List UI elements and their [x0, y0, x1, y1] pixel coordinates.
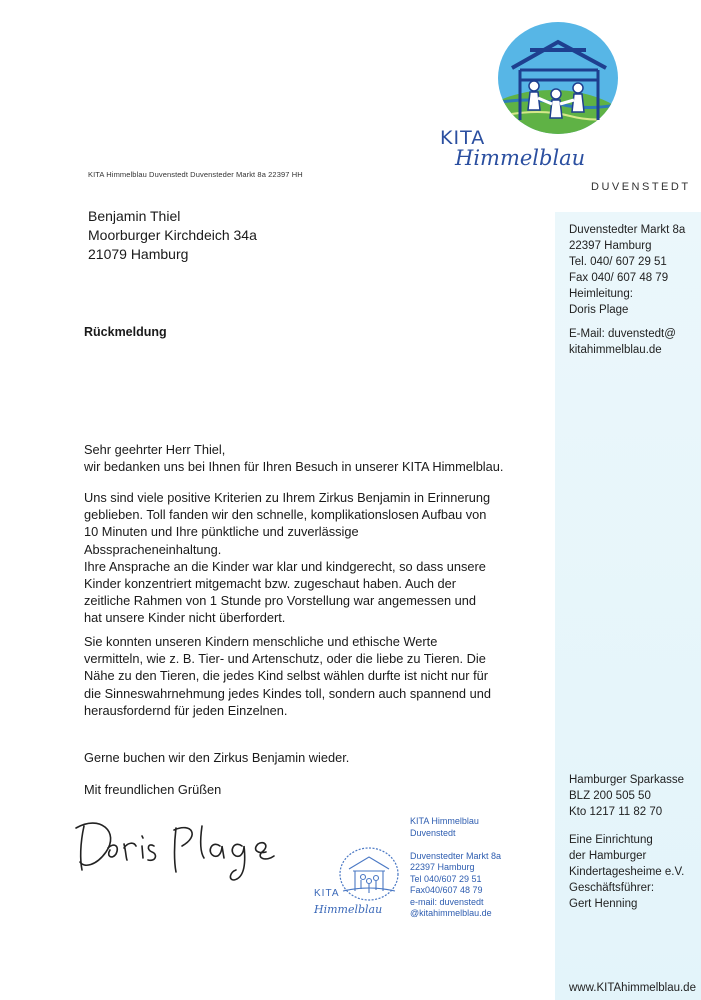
body-line: Absspracheneinhaltung. — [84, 541, 222, 557]
handwritten-signature-icon — [70, 808, 280, 888]
sidebar-email — [569, 326, 676, 358]
body-line: Uns sind viele positive Kriterien zu Ihrem Zirkus Benjamin in Erinnerung — [84, 490, 491, 505]
stamp-line: Duvenstedt — [410, 827, 456, 838]
stamp-line: Tel 040/607 29 51 — [410, 873, 482, 884]
closing-line: Gerne buchen wir den Zirkus Benjamin wieder. — [84, 750, 350, 765]
sidebar-org-line: Eine Einrichtung — [569, 834, 653, 846]
stamp-line: Duvenstedter Markt 8a — [410, 850, 502, 861]
logo-kita-text: KITA — [440, 127, 486, 149]
stamp-line: Fax040/607 48 79 — [410, 885, 483, 895]
stamp-himmelblau-text: Himmelblau — [314, 903, 383, 916]
recipient-street: Moorburger Kirchdeich 34a — [88, 227, 257, 243]
body-line: zeitliche Rahmen von 1 Stunde pro Vorstellung war angemessen und — [84, 593, 476, 609]
letter-intro — [84, 441, 554, 475]
recipient-name: Benjamin Thiel — [88, 208, 181, 224]
sidebar-bank-line: Hamburger Sparkasse — [569, 774, 685, 786]
body-line: herausfordernd für jeden Einzelnen. — [84, 702, 288, 718]
body-line: wir bedanken uns bei Ihnen für Ihren Besuch in unserer KITA Himmelblau. — [84, 459, 504, 475]
body-line: Sie konnten unseren Kindern menschliche und ethische Werte — [84, 634, 438, 649]
paragraph-1 — [84, 489, 554, 627]
stamp-line: 22397 Hamburg — [410, 862, 475, 872]
sidebar-contact-line: Heimleitung: — [569, 288, 633, 300]
sidebar-contact-line: Doris Plage — [569, 304, 629, 316]
body-line: Nähe zu den Tieren, die jedes Kind selbst wählen durfte ist nicht nur für — [84, 668, 489, 684]
letter-subject: Rückmeldung — [84, 325, 167, 339]
stamp-kita-text: KITA — [314, 888, 340, 899]
regards: Mit freundlichen Grüßen — [84, 782, 222, 797]
sidebar-website: www.KITAhimmelblau.de — [569, 982, 696, 994]
sidebar-bank-line: Kto 1217 11 82 70 — [569, 806, 663, 818]
sidebar-org-line: der Hamburger — [569, 850, 647, 862]
stamp-line — [410, 839, 501, 851]
logo-location: DUVENSTEDT — [591, 181, 691, 193]
sidebar-org-line: Kindertagesheime e.V. — [569, 866, 685, 878]
body-line: die Sinneswahrnehmung jedes Kindes toll, sondern auch spannend und — [84, 685, 491, 701]
sidebar-email-line: kitahimmelblau.de — [569, 344, 662, 356]
sidebar-bank-line: BLZ 200 505 50 — [569, 790, 651, 802]
sidebar-contact-line: 22397 Hamburg — [569, 240, 652, 252]
stamp-line: e-mail: duvenstedt — [410, 896, 484, 907]
paragraph-2 — [84, 633, 554, 719]
sidebar-email-line: E-Mail: duvenstedt@ — [569, 328, 676, 340]
body-line: Kinder konzentriert mitgemacht bzw. zugeschaut haben. Auch der — [84, 575, 457, 591]
stamp-line: KITA Himmelblau — [410, 816, 479, 826]
body-line: geblieben. Toll fanden wir den schnelle, komplikationslosen Aufbau von — [84, 507, 487, 523]
kita-logo-icon — [490, 20, 630, 140]
body-line: vermitteln, wie z. B. Tier- und Artenschutz, oder die liebe zu Tieren. Die — [84, 651, 486, 667]
stamp-logo-icon — [337, 845, 401, 903]
sidebar-contact-line: Fax 040/ 607 48 79 — [569, 272, 669, 284]
sidebar-org-line: Geschäftsführer: — [569, 882, 655, 894]
sidebar-contact — [569, 222, 685, 318]
body-line: hat unsere Kinder nicht überfordert. — [84, 610, 286, 626]
stamp-line: @kitahimmelblau.de — [410, 908, 492, 918]
sidebar-contact-line: Duvenstedter Markt 8a — [569, 224, 686, 236]
sidebar-bank — [569, 772, 684, 820]
recipient-address — [88, 207, 257, 264]
sidebar-org-line: Gert Henning — [569, 898, 638, 910]
recipient-city: 21079 Hamburg — [88, 246, 189, 262]
salutation: Sehr geehrter Herr Thiel, — [84, 442, 226, 457]
sidebar-contact-line: Tel. 040/ 607 29 51 — [569, 256, 667, 268]
sender-return-address: KITA Himmelblau Duvenstedt Duvensteder Markt 8a 22397 HH — [88, 170, 303, 179]
sidebar-organisation — [569, 832, 684, 912]
logo-himmelblau-text: Himmelblau — [455, 146, 586, 170]
body-line: 10 Minuten und Ihre pünktliche und zuverlässige — [84, 524, 359, 540]
body-line: Ihre Ansprache an die Kinder war klar und kindgerecht, so dass unsere — [84, 558, 486, 574]
stamp-address — [410, 816, 501, 920]
